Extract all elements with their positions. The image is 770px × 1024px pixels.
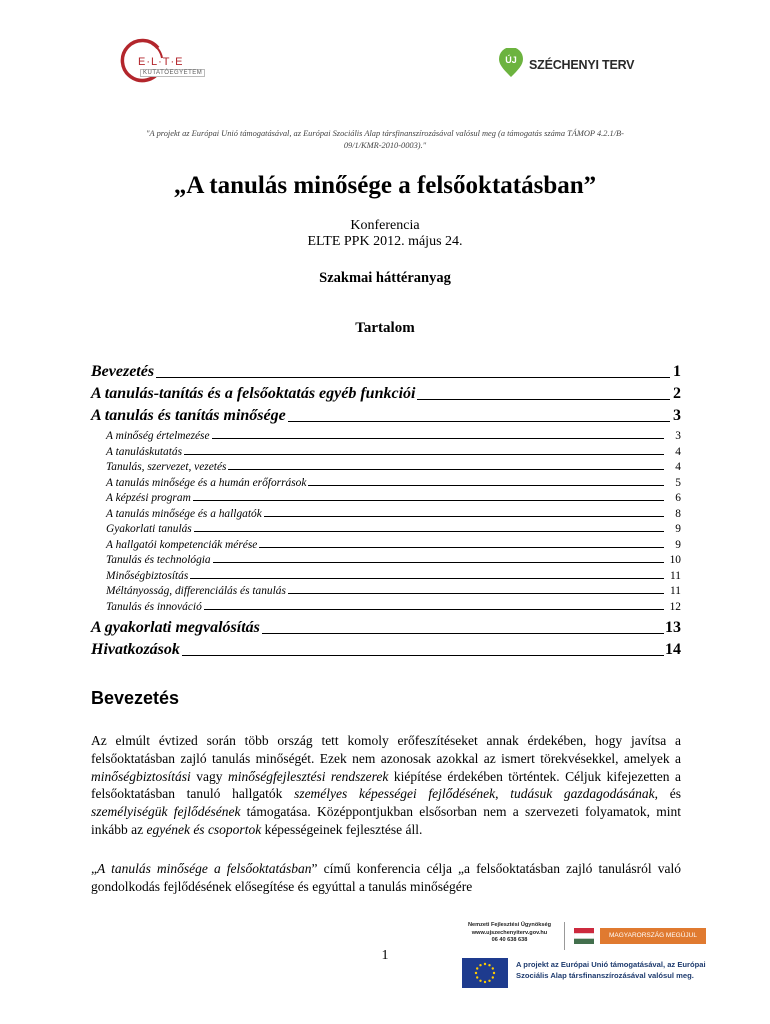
eu-star-icon — [476, 976, 478, 978]
eu-star-icon — [484, 981, 486, 983]
funding-disclaimer — [80, 128, 690, 151]
paragraph-text: vagy — [190, 768, 228, 784]
toc-entry-page: 10 — [669, 554, 681, 566]
elte-logo-subtext: KUTATÓEGYETEM — [140, 69, 205, 77]
toc-entry-title: A gyakorlati megvalósítás — [91, 619, 260, 636]
eu-star-icon — [492, 967, 494, 969]
toc-entry-page: 11 — [670, 569, 681, 582]
toc-leader — [308, 485, 664, 486]
toc-entry-page: 8 — [675, 507, 681, 520]
toc-entry-sub[interactable] — [106, 567, 681, 582]
toc-entry-title: Bevezetés — [91, 363, 155, 380]
toc-leader — [190, 578, 664, 579]
toc-leader — [184, 454, 664, 455]
eu-star-icon — [488, 980, 490, 982]
toc-entry-title: A tanulás minősége és a hallgatók — [106, 507, 262, 520]
toc-entry-sub[interactable] — [106, 520, 681, 535]
emphasis-text: egyének és csoportok — [146, 821, 262, 837]
magyarorszag-megujul-logo — [574, 924, 706, 950]
paragraph-text: , és — [654, 786, 681, 802]
toc-entry-page: 11 — [670, 585, 681, 597]
toc-entry-sub[interactable] — [106, 458, 681, 473]
eu-star-icon — [488, 964, 490, 966]
toc-entry-page: 6 — [675, 492, 681, 504]
paragraph-text: ” című konferencia célja „a felsőoktatásban zajló tanulásról való gondolkodás fejlődésének elősegítése és egyúttal a tanulás minőségére — [91, 861, 681, 894]
toc-entry-main[interactable] — [91, 617, 681, 637]
toc-entry-page: 2 — [673, 385, 681, 402]
toc-leader — [288, 593, 664, 594]
paragraph-text: , — [495, 786, 511, 802]
toc-leader — [264, 516, 664, 517]
nfu-logo — [462, 922, 557, 952]
nfu-name: Nemzeti Fejlesztési Ügynökség — [467, 922, 551, 928]
emphasis-text: személyes képességei fejlődésének — [294, 786, 496, 802]
toc-entry-page: 12 — [669, 600, 681, 613]
eu-star-icon — [476, 967, 478, 969]
toc-entry-title: Tanulás és innováció — [106, 600, 202, 613]
body-paragraph — [91, 732, 681, 839]
toc-entry-title: Hivatkozások — [91, 641, 180, 658]
paragraph-text: „ — [91, 861, 97, 876]
eu-star-icon — [493, 972, 495, 974]
toc-leader — [182, 655, 664, 656]
eu-star-icon — [479, 964, 481, 966]
toc-entry-title: Gyakorlati tanulás — [106, 523, 192, 535]
conference-type: Konferencia — [350, 218, 420, 233]
toc-entry-page: 4 — [675, 461, 681, 473]
disclaimer-line: 09/1/KMR-2010-0003)." — [343, 140, 427, 150]
magyarorszag-megujul-text: MAGYARORSZÁG MEGÚJUL — [600, 928, 706, 944]
toc-entry-title: A tanulás minősége és a humán erőforrások — [106, 476, 307, 489]
footer-divider — [564, 922, 565, 950]
toc-entry-main[interactable] — [91, 383, 681, 403]
document-title: „A tanulás minősége a felsőoktatásban” — [173, 172, 597, 199]
toc-entry-page: 1 — [673, 363, 681, 380]
emphasis-text: személyiségük fejlődésének — [91, 804, 241, 820]
eu-flag-icon — [462, 958, 508, 988]
emphasis-text: minőségfejlesztési rendszerek — [227, 768, 389, 784]
toc-entry-title: A tanulás és tanítás minősége — [91, 407, 286, 424]
hungarian-flag-icon — [574, 926, 594, 946]
toc-leader — [204, 609, 664, 610]
toc-entry-main[interactable] — [91, 639, 681, 659]
toc-entry-title: Tanulás, szervezet, vezetés — [106, 461, 227, 473]
eu-star-icon — [475, 972, 477, 974]
nfu-url: www.ujszechenyiterv.gov.hu — [471, 929, 548, 936]
toc-leader — [194, 531, 664, 532]
toc-leader — [193, 500, 664, 501]
toc-entry-title: Tanulás és technológia — [106, 554, 211, 566]
emphasis-text: A tanulás minősége a felsőoktatásban — [97, 861, 312, 876]
toc-entry-sub[interactable] — [106, 536, 681, 551]
toc-heading: Tartalom — [355, 320, 415, 336]
paragraph-text: Az elmúlt évtized során több ország tett komoly erőfeszítéseket annak érdekében, hogy javítsa a felsőoktatásban zajló tanulás minőségét. Ezek nem azonosak azokkal az ismert törekvésekkel, amelyek a — [91, 733, 681, 766]
elte-logo-text: E·L·T·E — [138, 56, 184, 68]
toc-leader — [228, 469, 664, 470]
eu-funding-text — [516, 960, 716, 981]
eu-star-icon — [479, 980, 481, 982]
szechenyi-badge-icon — [498, 48, 524, 78]
disclaimer-line: "A projekt az Európai Unió támogatásával, az Európai Szociális Alap társfinanszírozásával valósul meg (a támogatás száma TÁMOP 4.2.1/B- — [146, 129, 624, 138]
toc-entry-sub[interactable] — [106, 474, 681, 489]
toc-entry-main[interactable] — [91, 405, 681, 425]
toc-entry-page: 9 — [675, 538, 681, 551]
eu-star-icon — [484, 963, 486, 965]
elte-logo — [116, 38, 206, 86]
toc-entry-page: 3 — [673, 407, 681, 424]
emphasis-text: minőségbiztosítási — [91, 768, 191, 784]
toc-leader — [259, 547, 664, 548]
toc-leader — [156, 377, 670, 378]
section-heading: Bevezetés — [91, 688, 180, 708]
toc-entry-page: 4 — [675, 445, 681, 458]
toc-entry-sub[interactable] — [106, 489, 681, 504]
toc-leader — [417, 399, 670, 400]
toc-entry-title: A hallgatói kompetenciák mérése — [106, 538, 258, 551]
toc-leader — [212, 438, 664, 439]
toc-entry-title: A tanuláskutatás — [106, 445, 183, 458]
szechenyi-badge-text: ÚJ — [505, 55, 517, 65]
szechenyi-logo-text: SZÉCHENYI TERV — [529, 58, 635, 72]
eu-funding-line: A projekt az Európai Unió támogatásával, az Európai — [516, 960, 706, 969]
toc-entry-title: A tanulás-tanítás és a felsőoktatás egyéb funkciói — [91, 385, 416, 402]
toc-entry-sub[interactable] — [106, 427, 681, 442]
toc-entry-title: A minőség értelmezése — [106, 430, 210, 442]
paragraph-text: kiépítése érdekében történtek. Céljuk kifejezetten a felsőoktatásban tanuló hallgatók — [91, 768, 682, 802]
nfu-phone: 06 40 638 638 — [491, 937, 528, 943]
toc-entry-page: 5 — [675, 476, 681, 489]
toc-entry-page: 13 — [665, 619, 681, 636]
toc-entry-sub[interactable] — [106, 551, 681, 566]
toc-entry-sub[interactable] — [106, 598, 681, 613]
toc-entry-title: Méltányosság, differenciálás és tanulás — [106, 585, 286, 597]
toc-entry-page: 3 — [675, 430, 681, 442]
toc-entry-sub[interactable] — [106, 505, 681, 520]
szechenyi-terv-logo — [498, 48, 643, 82]
body-paragraph — [91, 860, 681, 896]
toc-entry-page: 14 — [665, 641, 681, 658]
toc-leader — [262, 633, 664, 634]
paragraph-text: képességeinek fejlesztése áll. — [261, 821, 423, 837]
paragraph-text: támogatása. Középpontjukban elsősorban nem a szervezeti folyamatok, mint inkább az — [91, 804, 681, 837]
toc-leader — [213, 562, 664, 563]
conference-place-date: ELTE PPK 2012. május 24. — [307, 234, 463, 249]
toc-entry-title: A képzési program — [106, 492, 191, 504]
toc-entry-sub[interactable] — [106, 582, 681, 597]
page-number: 1 — [381, 948, 389, 963]
toc-leader — [288, 421, 670, 422]
toc-entry-sub[interactable] — [106, 443, 681, 458]
document-subtitle: Szakmai háttéranyag — [319, 270, 451, 286]
eu-star-icon — [492, 976, 494, 978]
toc-entry-title: Minőségbiztosítás — [106, 569, 189, 582]
toc-entry-main[interactable] — [91, 361, 681, 381]
emphasis-text: tudásuk gazdagodásának — [510, 786, 655, 802]
eu-funding-line: Szociális Alap társfinanszírozásával valósul meg. — [516, 970, 694, 980]
toc-entry-page: 9 — [675, 523, 681, 535]
